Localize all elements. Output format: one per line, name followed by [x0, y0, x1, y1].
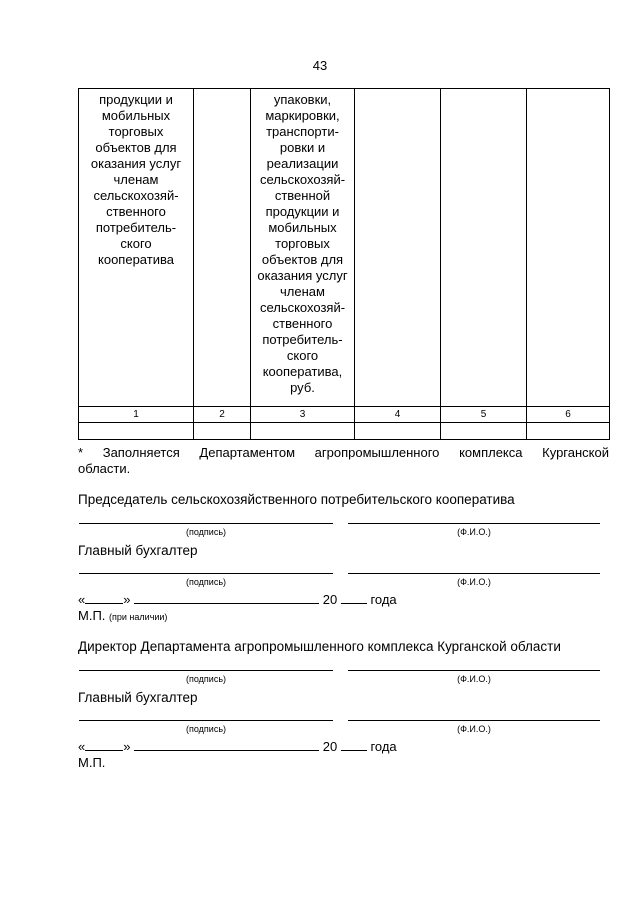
date-close-quote: » [123, 739, 131, 754]
cell-line: ственной [274, 188, 331, 203]
cell-line: транспорти- [266, 124, 339, 139]
cell-line: объектов для [95, 140, 177, 155]
data-table [78, 88, 610, 440]
cell-line: потребитель- [262, 332, 343, 347]
stamp-label [78, 608, 167, 625]
stamp-label [78, 755, 105, 771]
column-number: 2 [194, 407, 251, 423]
column-number: 6 [527, 407, 610, 423]
cell-line: членам [280, 284, 325, 299]
footnote [78, 445, 609, 477]
cell-line: кооператива, [262, 364, 343, 379]
cell-line: сельскохозяй- [259, 172, 346, 187]
column-number: 4 [355, 407, 441, 423]
footnote-word: Департаментом [199, 445, 296, 460]
cell-line: оказания услуг [90, 156, 182, 171]
cell-line: оказания услуг [257, 268, 348, 283]
cell-line: руб. [290, 380, 315, 395]
name-line [348, 523, 600, 524]
cell-line: ственного [272, 316, 333, 331]
cell-line: маркировки, [265, 108, 340, 123]
cell-line: продукции и [265, 204, 340, 219]
cell-line: мобильных [268, 220, 337, 235]
table-cell [441, 89, 527, 407]
cell-line: мобильных [101, 108, 171, 123]
accountant-title: Главный бухгалтер [78, 543, 198, 558]
table-cell [355, 89, 441, 407]
cell-line: членам [113, 172, 159, 187]
date-open-quote: « [78, 739, 86, 754]
cell-line: ровки и [279, 140, 326, 155]
month-blank [134, 592, 319, 604]
cell-line: потребитель- [95, 220, 177, 235]
month-blank [134, 739, 319, 751]
table-cell [79, 423, 194, 440]
footnote-word: комплекса [459, 445, 523, 460]
table-cell [79, 89, 194, 407]
column-number: 5 [441, 407, 527, 423]
cell-line: реализации [266, 156, 339, 171]
table-cell [527, 423, 610, 440]
table-cell [527, 89, 610, 407]
column-number: 1 [79, 407, 194, 423]
year-prefix: 20 [322, 592, 338, 607]
date-line [78, 739, 397, 755]
date-close-quote: » [123, 592, 131, 607]
name-line [348, 720, 600, 721]
cell-line: торговых [275, 236, 330, 251]
stamp-note: (при наличии) [109, 612, 168, 622]
stamp-text: М.П. [78, 755, 106, 770]
cell-line: ственного [106, 204, 166, 219]
column-number-row [79, 407, 610, 423]
cell-line: сельскохозяй- [259, 300, 346, 315]
table-cell [251, 89, 355, 407]
name-line [348, 670, 600, 671]
name-caption: (Ф.И.О.) [457, 577, 491, 587]
year-blank [341, 592, 367, 604]
footnote-line1 [78, 445, 609, 461]
cell-line: продукции и [99, 92, 173, 107]
signature-line [79, 670, 333, 671]
date-open-quote: « [78, 592, 86, 607]
stamp-text: М.П. [78, 608, 106, 623]
cell-line: упаковки, [273, 92, 332, 107]
cell-line: кооператива [98, 252, 174, 267]
signature-line [79, 573, 333, 574]
footnote-word: Заполняется [102, 445, 180, 460]
name-caption: (Ф.И.О.) [457, 674, 491, 684]
cell-line: объектов для [261, 252, 344, 267]
footnote-word: * [78, 445, 84, 460]
table-cell [355, 423, 441, 440]
cell-line: ского [120, 236, 152, 251]
cell-line: торговых [108, 124, 164, 139]
table-cell [194, 89, 251, 407]
signature-caption: (подпись) [185, 674, 227, 684]
day-blank [85, 592, 123, 604]
signature-caption: (подпись) [185, 527, 227, 537]
signature-caption: (подпись) [185, 577, 227, 587]
col3-text [251, 89, 354, 396]
year-blank [341, 739, 367, 751]
table-cell [441, 423, 527, 440]
col1-text [79, 89, 193, 268]
table-row [79, 423, 610, 440]
date-line [78, 592, 397, 608]
accountant-title: Главный бухгалтер [78, 690, 198, 705]
chairman-heading: Председатель сельскохозяйственного потребительского кооператива [78, 492, 515, 507]
table-cell [194, 423, 251, 440]
footnote-word: агропромышленного [314, 445, 440, 460]
signature-caption: (подпись) [185, 724, 227, 734]
name-caption: (Ф.И.О.) [457, 527, 491, 537]
footnote-line2: области. [78, 461, 131, 476]
day-blank [85, 739, 123, 751]
name-caption: (Ф.И.О.) [457, 724, 491, 734]
page-number: 43 [312, 58, 328, 73]
cell-line: ского [286, 348, 319, 363]
footnote-word: Курганской [542, 445, 609, 460]
year-prefix: 20 [322, 739, 338, 754]
cell-line: сельскохозяй- [93, 188, 179, 203]
director-heading: Директор Департамента агропромышленного комплекса Курганской области [78, 639, 561, 654]
column-number: 3 [251, 407, 355, 423]
signature-line [79, 523, 333, 524]
signature-line [79, 720, 333, 721]
year-suffix: года [370, 739, 397, 754]
table-row [79, 89, 610, 407]
year-suffix: года [370, 592, 397, 607]
name-line [348, 573, 600, 574]
table-cell [251, 423, 355, 440]
